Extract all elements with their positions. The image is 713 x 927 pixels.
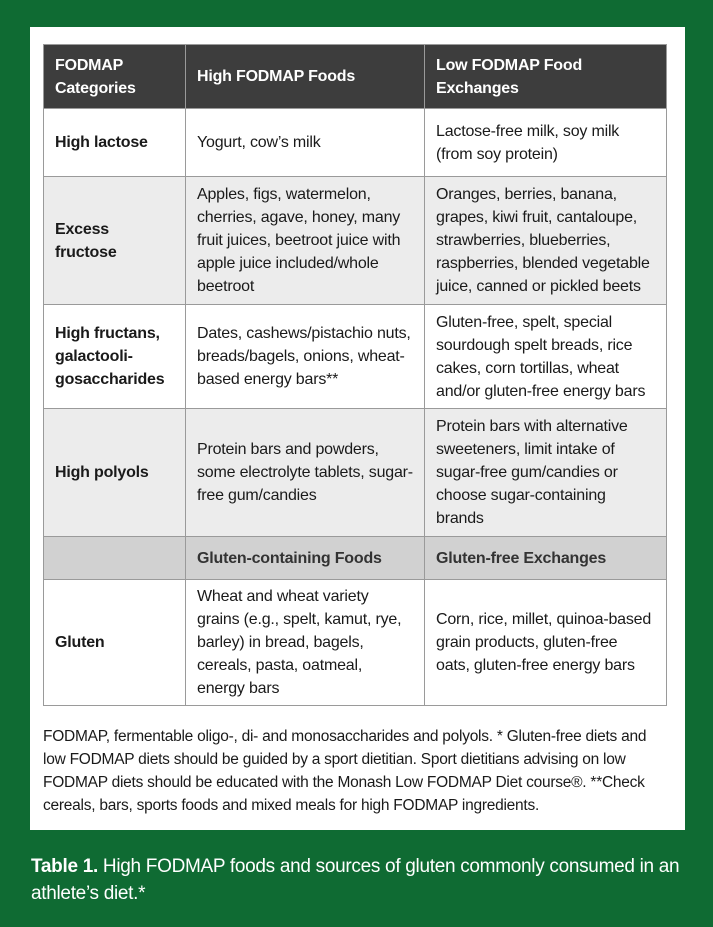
low-fodmap-cell: Lactose-free milk, soy milk (from soy protein): [425, 109, 667, 177]
high-fodmap-cell: Dates, cashews/pistachio nuts, breads/bagels, onions, wheat-based energy bars**: [186, 305, 425, 409]
low-fodmap-cell: Oranges, berries, banana, grapes, kiwi fruit, cantaloupe, strawberries, blueberries, raspberries, blended vegetable juice, canned or pickled beets: [425, 177, 667, 305]
subheader-category-cell: [44, 537, 186, 580]
caption-label: Table 1.: [31, 856, 98, 877]
caption-text: High FODMAP foods and sources of gluten commonly consumed in an athlete’s diet.*: [31, 856, 680, 904]
table-caption: [31, 853, 691, 907]
header-categories: FODMAP Categories: [44, 45, 186, 109]
table-row: [44, 305, 667, 409]
category-cell: High fructans, galactooli-gosaccharides: [44, 305, 186, 409]
low-fodmap-cell: Gluten-free, spelt, special sourdough spelt breads, rice cakes, corn tortillas, wheat and/or gluten-free energy bars: [425, 305, 667, 409]
gluten-subheader-row: [44, 537, 667, 580]
category-cell: High lactose: [44, 109, 186, 177]
category-cell: High polyols: [44, 409, 186, 537]
table-row: [44, 580, 667, 706]
table-row: [44, 177, 667, 305]
gluten-free-cell: Corn, rice, millet, quinoa-based grain products, gluten-free oats, gluten-free energy bars: [425, 580, 667, 706]
high-fodmap-cell: Protein bars and powders, some electrolyte tablets, sugar-free gum/candies: [186, 409, 425, 537]
fodmap-table: [43, 44, 667, 706]
high-fodmap-cell: Yogurt, cow’s milk: [186, 109, 425, 177]
category-cell: Excess fructose: [44, 177, 186, 305]
header-high-fodmap: High FODMAP Foods: [186, 45, 425, 109]
header-low-fodmap: Low FODMAP Food Exchanges: [425, 45, 667, 109]
table-panel: [30, 27, 685, 830]
table-header-row: [44, 45, 667, 109]
category-cell: Gluten: [44, 580, 186, 706]
subheader-gluten-free: Gluten-free Exchanges: [425, 537, 667, 580]
high-fodmap-cell: Apples, figs, watermelon, cherries, agave, honey, many fruit juices, beetroot juice with apple juice included/whole beetroot: [186, 177, 425, 305]
low-fodmap-cell: Protein bars with alternative sweeteners, limit intake of sugar-free gum/candies or choose sugar-containing brands: [425, 409, 667, 537]
table-row: [44, 409, 667, 537]
table-row: [44, 109, 667, 177]
table-footnote: FODMAP, fermentable oligo-, di- and monosaccharides and polyols. * Gluten-free diets and low FODMAP diets should be guided by a sport dietitian. Sport dietitians advising on low FODMAP diets should be educated with the Monash Low FODMAP Diet course®. **Check cereals, bars, sports foods and mixed meals for high FODMAP ingredients.: [43, 728, 647, 814]
subheader-gluten-containing: Gluten-containing Foods: [186, 537, 425, 580]
gluten-containing-cell: Wheat and wheat variety grains (e.g., spelt, kamut, rye, barley) in bread, bagels, cereals, pasta, oatmeal, energy bars: [186, 580, 425, 706]
